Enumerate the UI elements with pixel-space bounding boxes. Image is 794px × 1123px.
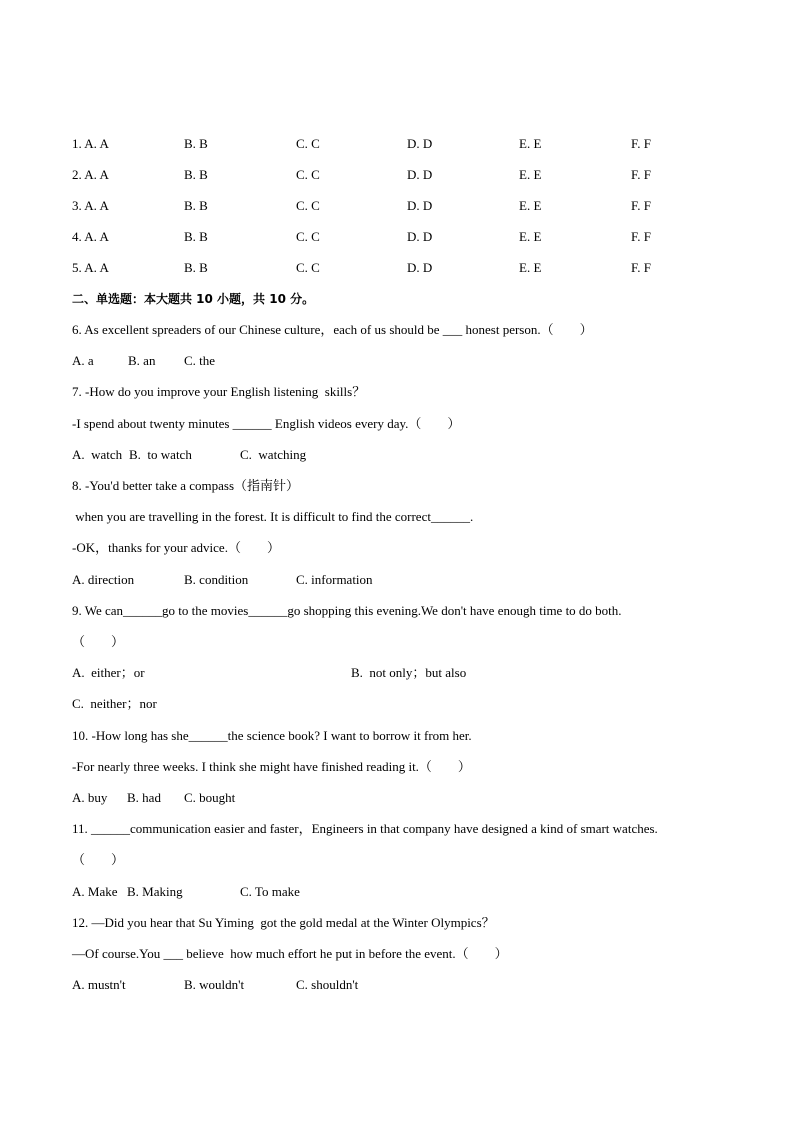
question-9-stem-2: （ ） xyxy=(72,634,125,649)
q6-option-c: C. the xyxy=(184,353,216,368)
question-8-stem-2: when you are travelling in the forest. It is difficult to find the correct______. xyxy=(72,509,474,524)
option-c: C. C xyxy=(296,198,320,213)
option-d: D. D xyxy=(407,260,433,275)
question-8-stem-1: 8. -You'd better take a compass（指南针） xyxy=(72,478,300,493)
q6-option-b: B. an xyxy=(128,353,156,368)
question-12-stem-2: —Of course.You ___ believe how much effort he put in before the event.（ ） xyxy=(72,946,508,961)
answer-row-1 xyxy=(72,136,712,152)
question-6-stem: 6. As excellent spreaders of our Chinese culture，each of us should be ___ honest person.（ ） xyxy=(72,322,593,337)
answer-row-5 xyxy=(72,260,712,276)
option-d: D. D xyxy=(407,198,433,213)
q11-option-c: C. To make xyxy=(240,884,300,899)
q8-option-a: A. direction xyxy=(72,572,135,587)
q7-option-c: C. watching xyxy=(240,447,307,462)
option-f: F. F xyxy=(631,198,651,213)
question-11-stem-2: （ ） xyxy=(72,852,125,867)
answer-row-2 xyxy=(72,167,712,183)
question-10-stem-2: -For nearly three weeks. I think she might have finished reading it.（ ） xyxy=(72,759,471,774)
option-d: D. D xyxy=(407,229,433,244)
section-heading: 二、单选题：本大题共 10 小题，共 10 分。 xyxy=(72,292,315,306)
question-10-stem-1: 10. -How long has she______the science book? I want to borrow it from her. xyxy=(72,728,472,743)
q6-option-a: A. a xyxy=(72,353,94,368)
option-e: E. E xyxy=(519,136,542,151)
option-a: 1. A. A xyxy=(72,136,109,151)
option-a: 3. A. A xyxy=(72,198,109,213)
option-f: F. F xyxy=(631,260,651,275)
q9-option-c: C. neither；nor xyxy=(72,696,157,711)
question-8-stem-3: -OK，thanks for your advice.（ ） xyxy=(72,540,280,555)
q8-option-c: C. information xyxy=(296,572,373,587)
q10-option-b: B. had xyxy=(127,790,161,805)
q10-option-c: C. bought xyxy=(184,790,236,805)
option-e: E. E xyxy=(519,229,542,244)
question-7-stem-2: -I spend about twenty minutes ______ English videos every day.（ ） xyxy=(72,416,461,431)
option-c: C. C xyxy=(296,167,320,182)
question-7-stem-1: 7. -How do you improve your English listening skills？ xyxy=(72,384,366,399)
option-c: C. C xyxy=(296,260,320,275)
q7-option-a: A. watch xyxy=(72,447,123,462)
q12-option-c: C. shouldn't xyxy=(296,977,359,992)
q12-option-b: B. wouldn't xyxy=(184,977,245,992)
option-f: F. F xyxy=(631,136,651,151)
q9-option-b: B. not only；but also xyxy=(351,665,467,680)
option-c: C. C xyxy=(296,229,320,244)
q8-option-b: B. condition xyxy=(184,572,249,587)
option-b: B. B xyxy=(184,167,208,182)
option-c: C. C xyxy=(296,136,320,151)
q7-option-b: B. to watch xyxy=(129,447,192,462)
option-b: B. B xyxy=(184,260,208,275)
option-a: 2. A. A xyxy=(72,167,109,182)
option-f: F. F xyxy=(631,167,651,182)
q9-option-a: A. either；or xyxy=(72,665,145,680)
option-b: B. B xyxy=(184,136,208,151)
answer-row-4 xyxy=(72,229,712,245)
q11-option-a: A. Make xyxy=(72,884,118,899)
option-a: 4. A. A xyxy=(72,229,109,244)
q12-option-a: A. mustn't xyxy=(72,977,126,992)
answer-row-3 xyxy=(72,198,712,214)
option-e: E. E xyxy=(519,198,542,213)
question-11-stem-1: 11. ______communication easier and faster，Engineers in that company have designed a kind of smart watches. xyxy=(72,821,658,836)
option-b: B. B xyxy=(184,229,208,244)
option-f: F. F xyxy=(631,229,651,244)
option-b: B. B xyxy=(184,198,208,213)
option-d: D. D xyxy=(407,167,433,182)
option-e: E. E xyxy=(519,167,542,182)
q11-option-b: B. Making xyxy=(127,884,183,899)
option-d: D. D xyxy=(407,136,433,151)
q10-option-a: A. buy xyxy=(72,790,108,805)
question-9-stem-1: 9. We can______go to the movies______go shopping this evening.We don't have enough time to do both. xyxy=(72,603,622,618)
option-e: E. E xyxy=(519,260,542,275)
option-a: 5. A. A xyxy=(72,260,109,275)
question-12-stem-1: 12. —Did you hear that Su Yiming got the gold medal at the Winter Olympics？ xyxy=(72,915,495,930)
